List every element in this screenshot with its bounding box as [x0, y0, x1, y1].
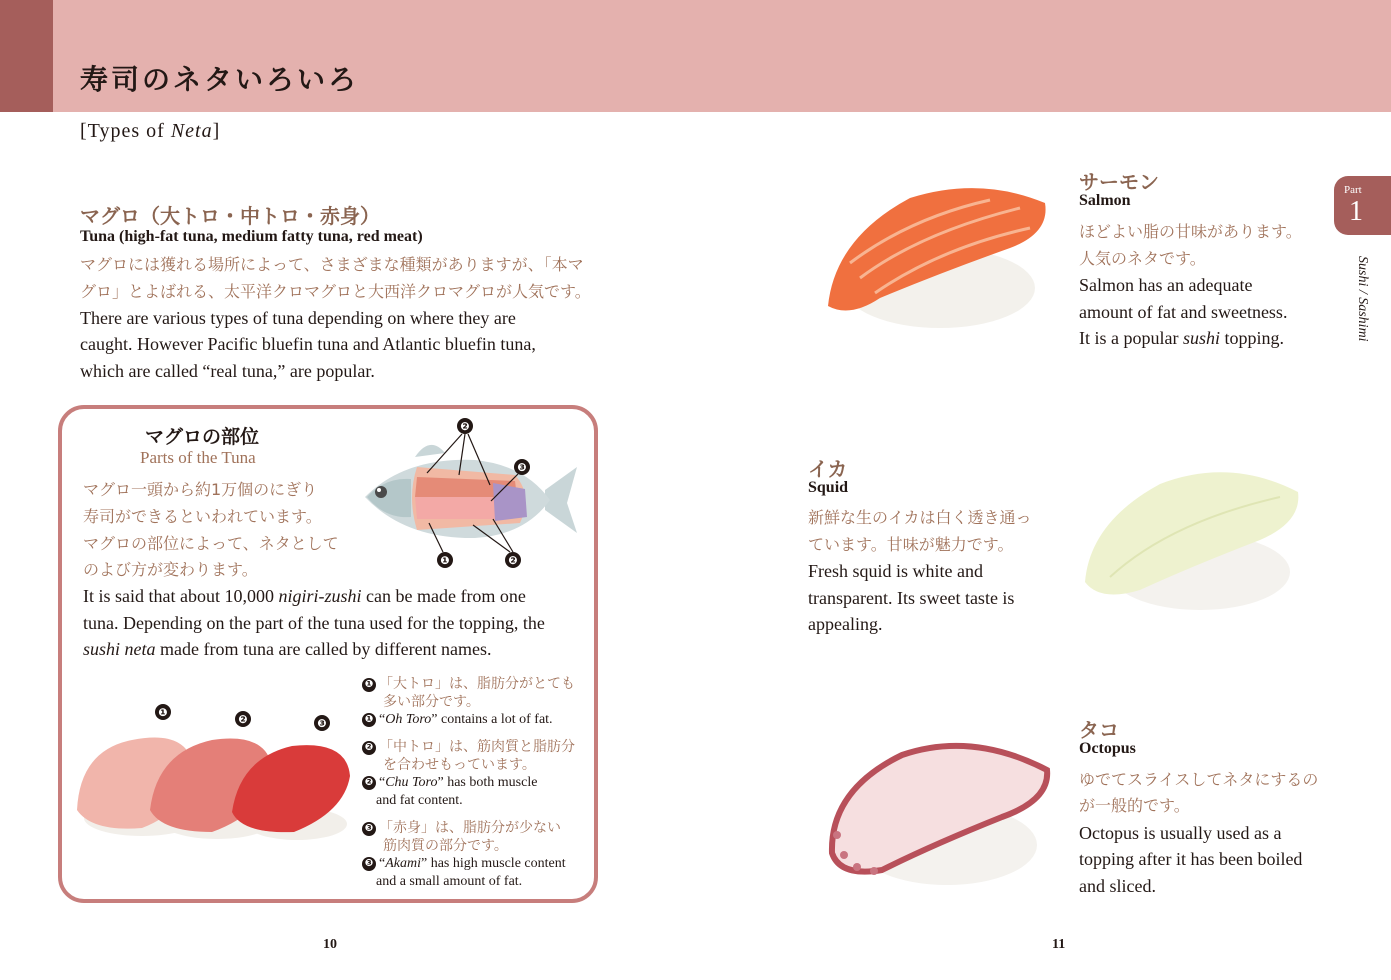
part-item-2-en-a: “	[379, 775, 386, 790]
parts-body-en-2: tuna. Depending on the part of the tuna used for the topping, the	[83, 613, 545, 633]
header-accent-block	[0, 0, 53, 112]
octopus-sushi-illustration	[822, 735, 1057, 895]
octopus-title-jp: タコ	[1079, 718, 1119, 742]
marker-3-top-label: ❸	[517, 461, 527, 474]
part-item-2-en-em: Chu Toro	[385, 775, 438, 790]
parts-title-jp: マグロの部位	[145, 426, 260, 448]
part-item-1-en-em: Oh Toro	[385, 712, 432, 727]
part-tab-label: Part	[1344, 184, 1362, 196]
part-item-3-jp-2: 筋肉質の部分です。	[383, 838, 508, 854]
item-marker-2: ❷	[362, 741, 376, 755]
sushi-marker-3-label: ❸	[317, 717, 327, 730]
octopus-title-en: Octopus	[1079, 740, 1136, 757]
part-item-2-en-b: ” has both muscle	[437, 775, 538, 790]
parts-body-jp-1: マグロ一頭から約1万個のにぎり	[83, 480, 318, 499]
part-item-1-en	[362, 711, 553, 729]
tuna-body-jp-1: マグロには獲れる場所によって、さまざまな種類がありますが、「本マ	[80, 255, 584, 274]
sushi-marker-2-label: ❷	[238, 713, 248, 726]
tuna-head	[367, 479, 411, 517]
item-marker-3: ❸	[362, 822, 376, 836]
section-label-em: Neta	[170, 120, 213, 142]
section-label-suffix: ]	[212, 120, 221, 142]
parts-body-en-3	[83, 636, 492, 663]
marker-2-top-label: ❷	[460, 420, 470, 433]
part-item-1-jp-1	[362, 675, 575, 693]
part-item-2-jp-1	[362, 738, 575, 756]
part-item-1-jp-2: 多い部分です。	[383, 694, 480, 710]
squid-body-en-2: transparent. Its sweet taste is	[808, 588, 1015, 608]
parts-body-en-1b: nigiri-zushi	[278, 586, 362, 606]
salmon-title-jp: サーモン	[1079, 170, 1159, 194]
part-item-2-en-2: and fat content.	[376, 793, 463, 808]
part-item-3-jp-1	[362, 819, 561, 837]
parts-body-en-1	[83, 583, 526, 610]
part-item-3-en	[362, 855, 566, 873]
page-title: 寿司のネタいろいろ	[80, 63, 360, 96]
tuna-title-en: Tuna (high-fat tuna, medium fatty tuna, red meat)	[80, 228, 423, 245]
part-item-3-en-2: and a small amount of fat.	[376, 874, 523, 889]
parts-body-en-1c: can be made from one	[361, 586, 526, 606]
octopus-sucker	[840, 851, 848, 859]
octopus-sucker	[833, 831, 841, 839]
item-marker-2-en: ❷	[362, 776, 376, 790]
octopus-body-en-2: topping after it has been boiled	[1079, 849, 1303, 869]
item-marker-3-en: ❸	[362, 857, 376, 871]
tuna-body-en-2: caught. However Pacific bluefin tuna and Atlantic bluefin tuna,	[80, 334, 536, 354]
part-item-2-jp-2: を合わせもっています。	[383, 757, 536, 773]
parts-body-en-3b: made from tuna are called by different names.	[155, 639, 492, 659]
octopus-body-en-3: and sliced.	[1079, 876, 1156, 896]
squid-title-en: Squid	[808, 479, 849, 496]
salmon-body-en-1: Salmon has an adequate	[1079, 275, 1253, 295]
salmon-body-en-3c: topping.	[1220, 328, 1285, 348]
tuna-dorsal-fin	[415, 445, 445, 457]
salmon-body-en-3b: sushi	[1182, 328, 1220, 348]
part-item-3-en-em: Akami	[385, 856, 421, 871]
squid-title-jp: イカ	[808, 457, 848, 481]
squid-body-en-1: Fresh squid is white and	[808, 561, 983, 581]
salmon-body-jp-2: 人気のネタです。	[1079, 249, 1206, 268]
salmon-body-en-3	[1079, 325, 1284, 352]
tuna-sushi-illustration	[72, 700, 357, 845]
item-marker-1: ❶	[362, 678, 376, 692]
marker-1-bottom-label: ❶	[440, 554, 450, 567]
tuna-tail-region	[493, 483, 527, 521]
parts-title-en: Parts of the Tuna	[140, 448, 256, 467]
part-item-1-en-a: “	[379, 712, 386, 727]
squid-body-jp-1: 新鮮な生のイカは白く透き通っ	[808, 508, 1032, 527]
octopus-sucker	[853, 863, 861, 871]
section-label	[80, 120, 220, 143]
parts-body-jp-4: のよび方が変わります。	[83, 560, 258, 579]
squid-body-en-3: appealing.	[808, 614, 883, 634]
tuna-fish-illustration	[355, 415, 590, 575]
page-number-left: 10	[323, 937, 337, 952]
salmon-body-jp-1: ほどよい脂の甘味があります。	[1079, 222, 1302, 241]
squid-body-jp-2: ています。甘味が魅力です。	[808, 535, 1014, 554]
tuna-body-jp-2: グロ」とよばれる、太平洋クロマグロと大西洋クロマグロが人気です。	[80, 282, 591, 301]
part-item-1-en-b: ” contains a lot of fat.	[431, 712, 553, 727]
parts-body-en-3a: sushi neta	[83, 639, 156, 659]
octopus-body-jp-2: が一般的です。	[1079, 796, 1190, 815]
parts-body-jp-2: 寿司ができるといわれています。	[83, 507, 322, 526]
part-item-2-en	[362, 774, 537, 792]
part-item-3-en-a: “	[379, 856, 386, 871]
marker-2-bottom-label: ❷	[508, 554, 518, 567]
part-item-3-en-b: ” has high muscle content	[420, 856, 566, 871]
page-number-right: 11	[1052, 937, 1066, 952]
squid-sushi-illustration	[1080, 462, 1305, 622]
item-marker-1-en: ❶	[362, 713, 376, 727]
parts-body-jp-3: マグロの部位によって、ネタとして	[83, 534, 339, 553]
tuna-title-jp: マグロ（大トロ・中トロ・赤身）	[80, 204, 380, 228]
tuna-eye	[375, 486, 387, 498]
part-item-1-jp-1-text: 「大トロ」は、脂肪分がとても	[379, 676, 575, 692]
parts-body-en-1a: It is said that about 10,000	[83, 586, 279, 606]
tuna-body-en-3: which are called “real tuna,” are popular.	[80, 361, 375, 381]
salmon-body-en-2: amount of fat and sweetness.	[1079, 302, 1288, 322]
section-label-prefix: [Types of	[80, 120, 171, 142]
salmon-sushi-illustration	[820, 178, 1055, 338]
part-item-3-jp-1-text: 「赤身」は、脂肪分が少ない	[379, 820, 561, 836]
sushi-marker-1-label: ❶	[158, 706, 168, 719]
part-item-2-jp-1-text: 「中トロ」は、筋肉質と脂肪分	[379, 739, 575, 755]
salmon-body-en-3a: It is a popular	[1079, 328, 1183, 348]
octopus-body-jp-1: ゆでてスライスしてネタにするの	[1079, 770, 1319, 789]
octopus-body-en-1: Octopus is usually used as a	[1079, 823, 1282, 843]
octopus-sucker	[870, 867, 878, 875]
tuna-eye-highlight	[377, 488, 381, 492]
part-tab-number: 1	[1349, 196, 1363, 227]
side-running-head: Sushi / Sashimi	[1355, 256, 1370, 342]
salmon-title-en: Salmon	[1079, 192, 1131, 209]
tuna-body-en-1: There are various types of tuna depending on where they are	[80, 308, 516, 328]
